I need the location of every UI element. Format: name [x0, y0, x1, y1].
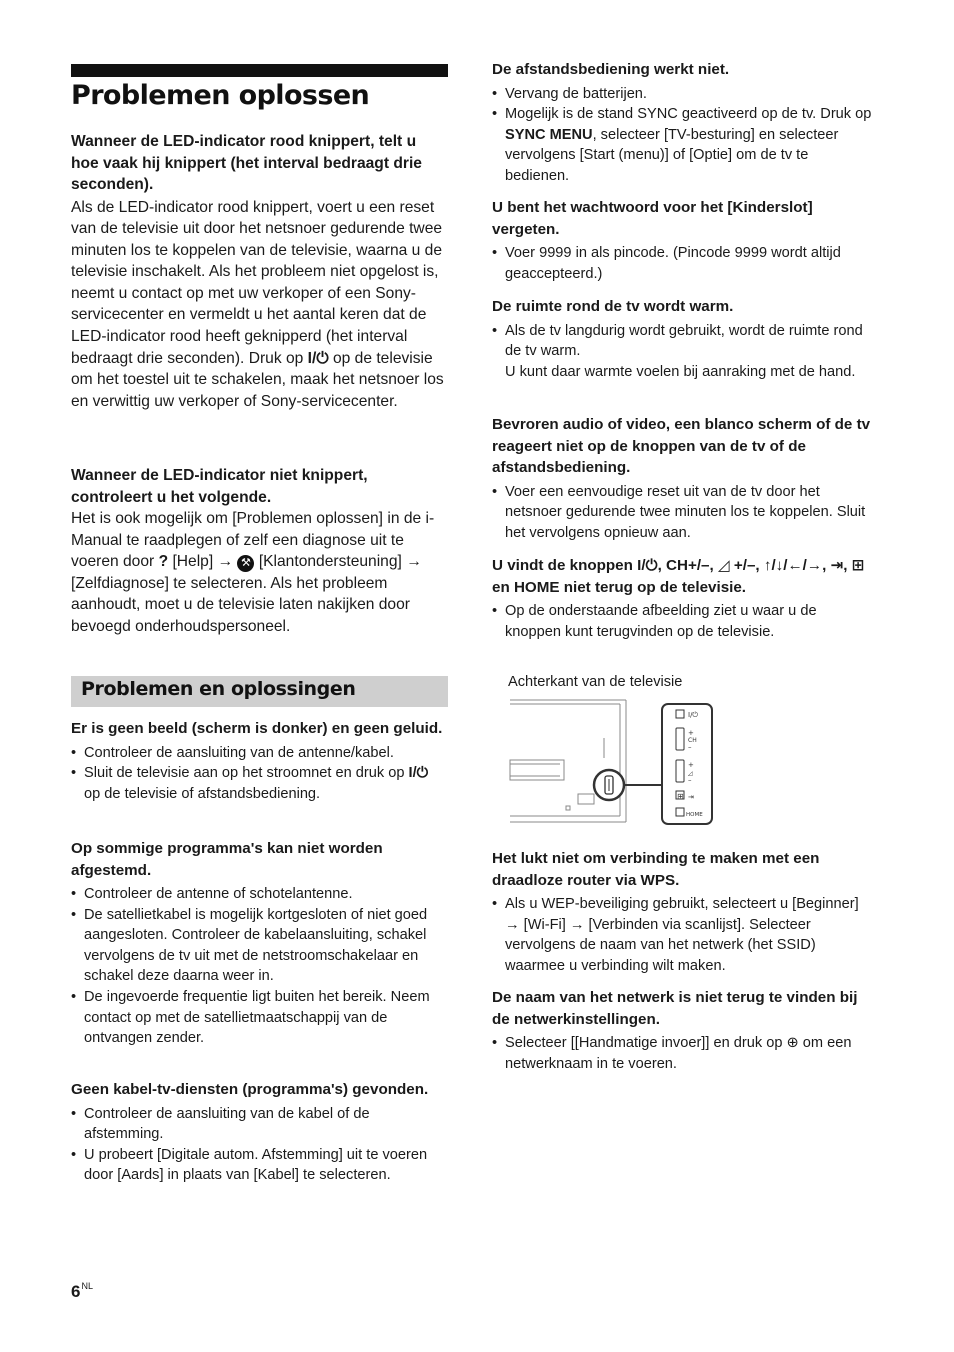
list-item: • Controleer de aansluiting van de antenne/kabel. [71, 743, 448, 764]
section-heading-bar [71, 676, 448, 707]
led-blinking-body: Als de LED-indicator rood knippert, voert u een reset van de televisie uit door het netsnoer gedurende twee minuten los te koppelen van de televisie, waarna u de televisie inschakelt. Als het probleem niet opgelost is, neemt u contact op met uw verkoper of een Sony-servicecenter en vermeldt u het aantal keren dat de LED-indicator rood heeft geknipperd (het interval bedraagt drie seconden). Druk op I/⏻ op de televisie om het toestel uit te schakelen, maak het netsnoer los en verwittig uw verkoper of Sony-servicecenter. [71, 198, 444, 410]
list-item: • Selecteer [[Handmatige invoer]] en druk op ⊕ om een netwerknaam in te voeren. [492, 1033, 872, 1074]
frozen-section [492, 414, 872, 543]
wps-list [492, 894, 872, 976]
help-icon: ? [158, 553, 169, 571]
parental-lock-heading: U bent het wachtwoord voor het [Kinderslot] vergeten. [492, 199, 813, 238]
arrow-icon: → [406, 553, 422, 571]
cable-list [71, 1104, 448, 1186]
tuning-list [71, 884, 448, 1049]
tv-button-vol-label: ◿ [688, 770, 693, 777]
tv-button-ch-label: CH [688, 737, 697, 744]
list-item: • Vervang de batterijen. [492, 84, 872, 105]
list-item: • Controleer de aansluiting van de kabel of de afstemming. [71, 1104, 448, 1145]
buttons-list [492, 601, 872, 642]
input-icon: ⇥ [830, 557, 844, 574]
power-symbol: I/⏻ [408, 765, 429, 782]
tv-button-power-label: I/⏻ [688, 711, 698, 719]
warm-heading: De ruimte rond de tv wordt warm. [492, 298, 734, 315]
arrow-icon: → [569, 916, 585, 933]
list-item: • Als u WEP-beveiliging gebruikt, selecteert u [Beginner] → [Wi-Fi] → [Verbinden via scanlijst]. Selecteer vervolgens de naam van het netwerk (het SSID) waarmee u verbinding wilt maken. [492, 894, 872, 976]
warm-section [492, 296, 872, 382]
network-name-section [492, 987, 872, 1074]
buttons-heading: U vindt de knoppen I/⏻, CH+/–, ◿ +/–, ↑/↓/←/→, ⇥, ⊞ en HOME niet terug op de televisie. [492, 557, 865, 596]
led-not-blinking-section [71, 465, 448, 638]
tv-button-vol-plus-label: + [688, 761, 694, 769]
remote-heading: De afstandsbediening werkt niet. [492, 61, 730, 78]
wps-heading: Het lukt niet om verbinding te maken met een draadloze router via WPS. [492, 850, 820, 889]
cable-section [71, 1079, 448, 1186]
tv-button-enter-label: ⊞ [677, 792, 684, 801]
cable-heading: Geen kabel-tv-diensten (programma's) gevonden. [71, 1081, 429, 1098]
parental-lock-section [492, 197, 872, 284]
enter-icon: ⊞ [851, 557, 865, 574]
parental-lock-list [492, 243, 872, 284]
list-item: • U probeert [Digitale autom. Afstemming] uit te voeren door [Aards] in plaats van [Kabel] te selecteren. [71, 1145, 448, 1186]
frozen-heading: Bevroren audio of video, een blanco scherm of de tv reageert niet op de knoppen van de tv of de afstandsbediening. [492, 416, 871, 476]
tuning-section [71, 838, 448, 1049]
enter-icon: ⊕ [786, 1035, 799, 1051]
list-item: • Voer 9999 in als pincode. (Pincode 9999 wordt altijd geaccepteerd.) [492, 243, 872, 284]
page-title: Problemen oplossen [71, 80, 370, 111]
wps-section [492, 848, 872, 976]
sync-menu-label: SYNC MENU [505, 126, 593, 143]
tv-back-diagram [508, 698, 718, 828]
remote-list [492, 84, 872, 187]
page-language: NL [81, 1281, 93, 1291]
network-name-list [492, 1033, 872, 1074]
list-item: • Voer een eenvoudige reset uit van de tv door het netsnoer gedurende twee minuten los te koppelen. Sluit het vervolgens opnieuw aan. [492, 482, 872, 544]
power-symbol: I/⏻ [307, 349, 329, 367]
tv-button-ch-plus-label: + [688, 729, 694, 737]
no-picture-section [71, 718, 448, 804]
title-rule [71, 64, 448, 77]
list-item: • Controleer de antenne of schotelantenne. [71, 884, 448, 905]
network-name-heading: De naam van het netwerk is niet terug te vinden bij de netwerkinstellingen. [492, 989, 858, 1028]
no-picture-list [71, 743, 448, 805]
section-heading: Problemen en oplossingen [81, 678, 356, 700]
support-icon: ⚒ [237, 555, 254, 572]
tv-button-input-label: ⇥ [688, 793, 694, 801]
led-blinking-section [71, 131, 448, 412]
led-not-blinking-heading: Wanneer de LED-indicator niet knippert, controleert u het volgende. [71, 467, 368, 506]
warm-list [492, 321, 872, 383]
tv-button-home-label: HOME [686, 812, 703, 818]
tv-diagram-caption: Achterkant van de televisie [508, 674, 683, 690]
list-item: • De ingevoerde frequentie ligt buiten het bereik. Neem contact op met de satellietmaatschappij van de ontvangen zender. [71, 987, 448, 1049]
arrow-keys-icon: ↑/↓/←/→ [763, 557, 823, 574]
list-item: • Op de onderstaande afbeelding ziet u waar u de knoppen kunt terugvinden op de televisie. [492, 601, 872, 642]
arrow-icon: → [505, 916, 520, 933]
buttons-section [492, 555, 872, 642]
frozen-list [492, 482, 872, 544]
led-blinking-heading: Wanneer de LED-indicator rood knippert, telt u hoe vaak hij knippert (het interval bedraagt drie seconden). [71, 133, 422, 193]
page-number: $6^{NL}$ [71, 1281, 93, 1301]
led-not-blinking-body: Het is ook mogelijk om [Problemen oplossen] in de i-Manual te raadplegen of zelf een diagnose uit te voeren door ? [Help] → ⚒ [Klantondersteuning] → [Zelfdiagnose] te selecteren. Als het probleem aanhoudt, moet u de televisie laten nakijken door bevoegd onderhoudspersoneel. [71, 510, 435, 635]
tv-button-vol-minus-label: – [688, 776, 692, 784]
list-item: • De satellietkabel is mogelijk kortgesloten of niet goed aangesloten. Controleer de kabelaansluiting, schakel vervolgens de tv uit met de netstroomschakelaar en schakel deze daarna weer in. [71, 905, 448, 987]
no-picture-heading: Er is geen beeld (scherm is donker) en geen geluid. [71, 720, 443, 737]
list-item: • Als de tv langdurig wordt gebruikt, wordt de ruimte rond de tv warm. U kunt daar warmte voelen bij aanraking met de hand. [492, 321, 872, 383]
list-item: • Mogelijk is de stand SYNC geactiveerd op de tv. Druk op SYNC MENU, selecteer [TV-besturing] en selecteer vervolgens [Start (menu)] of [Optie] om de tv te bedienen. [492, 104, 872, 186]
list-item: • Sluit de televisie aan op het stroomnet en druk op I/⏻ op de televisie of afstandsbediening. [71, 763, 448, 804]
tuning-heading: Op sommige programma's kan niet worden afgestemd. [71, 840, 383, 879]
tv-button-ch-minus-label: – [688, 743, 692, 751]
arrow-icon: → [217, 553, 234, 571]
power-symbol: I/⏻ [637, 557, 658, 574]
remote-section [492, 59, 872, 186]
volume-icon: ◿ [717, 557, 730, 574]
